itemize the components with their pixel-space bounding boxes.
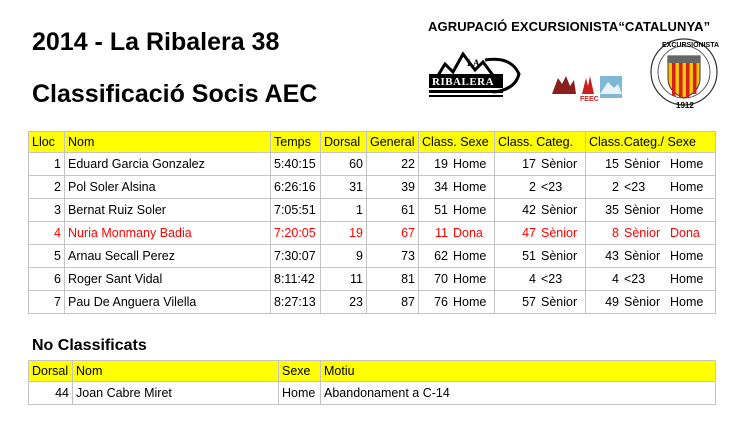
federation-logos bbox=[548, 72, 628, 102]
cell-temps: 7:05:51 bbox=[271, 199, 321, 222]
cell-cs-sexe: Home bbox=[670, 203, 704, 217]
cell-lloc: 6 bbox=[29, 268, 65, 291]
cell-dorsal: 1 bbox=[321, 199, 367, 222]
cell-temps: 5:40:15 bbox=[271, 153, 321, 176]
cell-nom: Roger Sant Vidal bbox=[65, 268, 271, 291]
cell-class-sexe bbox=[419, 245, 495, 268]
cell-lloc: 7 bbox=[29, 291, 65, 314]
cell-cs-sexe: Home bbox=[670, 272, 704, 286]
cell-cs-categ: Sènior bbox=[624, 203, 661, 217]
cell-class-categ-position: 51 bbox=[522, 249, 536, 263]
cell-class-categ-position: 17 bbox=[522, 157, 536, 171]
col-header-dorsal: Dorsal bbox=[29, 361, 73, 382]
table-header-row bbox=[29, 132, 716, 153]
cell-class-categ-label: Sènior bbox=[541, 203, 578, 217]
classification-table bbox=[28, 131, 716, 314]
cell-class-sexe bbox=[419, 268, 495, 291]
cell-class-sexe-position: 70 bbox=[434, 272, 448, 286]
cell-class-categ-label: Sènior bbox=[541, 249, 578, 263]
cell-cs-categ: Sènior bbox=[624, 249, 661, 263]
cell-nom: Pau De Anguera Vilella bbox=[65, 291, 271, 314]
cell-class-categ bbox=[495, 153, 586, 176]
cell-cs-categ: Sènior bbox=[624, 226, 661, 240]
col-header-lloc: Lloc bbox=[29, 132, 65, 153]
cell-cs-position: 2 bbox=[612, 180, 619, 194]
cell-class-categ-label: <23 bbox=[541, 180, 563, 194]
cell-general: 87 bbox=[367, 291, 419, 314]
table-row bbox=[29, 199, 716, 222]
cell-class-categ-sexe bbox=[586, 199, 716, 222]
cell-general: 67 bbox=[367, 222, 419, 245]
cell-class-categ-label: Sènior bbox=[541, 226, 578, 240]
ribalera-logo bbox=[423, 42, 523, 102]
cell-general: 73 bbox=[367, 245, 419, 268]
cell-class-sexe-position: 62 bbox=[434, 249, 448, 263]
cell-class-categ-position: 57 bbox=[522, 295, 536, 309]
col-header-nom: Nom bbox=[65, 132, 271, 153]
cell-dorsal: 19 bbox=[321, 222, 367, 245]
cell-class-categ bbox=[495, 268, 586, 291]
cell-nom: Nuria Monmany Badia bbox=[65, 222, 271, 245]
col-header-motiu: Motiu bbox=[321, 361, 716, 382]
eagle-icon bbox=[552, 76, 576, 94]
cell-cs-categ: <23 bbox=[624, 272, 646, 286]
cell-cs-sexe: Home bbox=[670, 157, 704, 171]
cell-class-sexe-label: Home bbox=[453, 203, 487, 217]
cell-class-sexe-label: Home bbox=[453, 272, 487, 286]
col-header-class-sexe: Class. Sexe bbox=[419, 132, 495, 153]
cell-lloc: 2 bbox=[29, 176, 65, 199]
logo-la-text: LA bbox=[467, 58, 480, 68]
table-row bbox=[29, 382, 716, 405]
aec-ring-text: EXCURSIONISTA bbox=[662, 42, 720, 49]
cell-class-sexe bbox=[419, 291, 495, 314]
cell-temps: 8:11:42 bbox=[271, 268, 321, 291]
cell-temps: 8:27:13 bbox=[271, 291, 321, 314]
cell-class-categ bbox=[495, 199, 586, 222]
cell-cs-position: 43 bbox=[605, 249, 619, 263]
cell-class-categ bbox=[495, 222, 586, 245]
cell-general: 39 bbox=[367, 176, 419, 199]
cell-class-categ bbox=[495, 291, 586, 314]
table-row bbox=[29, 291, 716, 314]
cell-class-sexe-position: 19 bbox=[434, 157, 448, 171]
cell-general: 61 bbox=[367, 199, 419, 222]
cell-cs-sexe: Dona bbox=[670, 226, 700, 240]
cell-lloc: 3 bbox=[29, 199, 65, 222]
cell-cs-position: 49 bbox=[605, 295, 619, 309]
cell-class-sexe bbox=[419, 153, 495, 176]
cell-cs-categ: Sènior bbox=[624, 157, 661, 171]
cell-general: 81 bbox=[367, 268, 419, 291]
cell-lloc: 5 bbox=[29, 245, 65, 268]
cell-lloc: 4 bbox=[29, 222, 65, 245]
feec-icon bbox=[582, 76, 594, 94]
cell-class-sexe-label: Home bbox=[453, 180, 487, 194]
cell-class-categ-sexe bbox=[586, 153, 716, 176]
cell-lloc: 1 bbox=[29, 153, 65, 176]
cell-dorsal: 44 bbox=[29, 382, 73, 405]
cell-nom: Eduard Garcia Gonzalez bbox=[65, 153, 271, 176]
cell-cs-categ: <23 bbox=[624, 180, 646, 194]
no-classificats-table bbox=[28, 360, 716, 405]
cell-class-sexe-position: 76 bbox=[434, 295, 448, 309]
cell-nom: Arnau Secall Perez bbox=[65, 245, 271, 268]
cell-dorsal: 11 bbox=[321, 268, 367, 291]
cell-cs-categ: Sènior bbox=[624, 295, 661, 309]
cell-class-categ bbox=[495, 245, 586, 268]
cell-class-categ-label: Sènior bbox=[541, 157, 578, 171]
cell-class-sexe-label: Home bbox=[453, 249, 487, 263]
cell-temps: 6:26:16 bbox=[271, 176, 321, 199]
col-header-class-categ: Class. Categ. bbox=[495, 132, 586, 153]
col-header-nom: Nom bbox=[73, 361, 279, 382]
cell-class-sexe-label: Home bbox=[453, 157, 487, 171]
aec-year: 1912 bbox=[676, 101, 694, 110]
cell-motiu: Abandonament a C-14 bbox=[321, 382, 716, 405]
table-row bbox=[29, 268, 716, 291]
cell-class-categ-sexe bbox=[586, 176, 716, 199]
col-header-general: General bbox=[367, 132, 419, 153]
cell-class-categ-label: <23 bbox=[541, 272, 563, 286]
cell-class-sexe-label: Home bbox=[453, 295, 487, 309]
cell-class-categ-sexe bbox=[586, 222, 716, 245]
col-header-temps: Temps bbox=[271, 132, 321, 153]
cell-class-categ bbox=[495, 176, 586, 199]
feec-label: FEEC bbox=[580, 96, 599, 102]
cell-dorsal: 23 bbox=[321, 291, 367, 314]
org-name: AGRUPACIÓ EXCURSIONISTA“CATALUNYA” bbox=[428, 19, 711, 34]
cell-class-categ-position: 42 bbox=[522, 203, 536, 217]
col-header-class-categ-sexe: Class.Categ./ Sexe bbox=[586, 132, 716, 153]
cell-cs-sexe: Home bbox=[670, 295, 704, 309]
cell-nom: Pol Soler Alsina bbox=[65, 176, 271, 199]
cell-cs-position: 35 bbox=[605, 203, 619, 217]
cell-dorsal: 60 bbox=[321, 153, 367, 176]
cell-class-sexe bbox=[419, 176, 495, 199]
cell-class-sexe-position: 11 bbox=[435, 226, 448, 240]
cell-class-categ-label: Sènior bbox=[541, 295, 578, 309]
table-row bbox=[29, 245, 716, 268]
cell-class-categ-sexe bbox=[586, 245, 716, 268]
cell-cs-sexe: Home bbox=[670, 180, 704, 194]
page-title: 2014 - La Ribalera 38 bbox=[32, 28, 280, 56]
cell-temps: 7:30:07 bbox=[271, 245, 321, 268]
cell-nom: Joan Cabre Miret bbox=[73, 382, 279, 405]
cell-class-categ-sexe bbox=[586, 291, 716, 314]
cell-class-sexe bbox=[419, 222, 495, 245]
cell-dorsal: 9 bbox=[321, 245, 367, 268]
table-row bbox=[29, 222, 716, 245]
cell-class-categ-position: 2 bbox=[529, 180, 536, 194]
cell-cs-position: 15 bbox=[605, 157, 619, 171]
no-classificats-title: No Classificats bbox=[32, 337, 147, 354]
page-subtitle: Classificació Socis AEC bbox=[32, 80, 318, 108]
cell-class-sexe-label: Dona bbox=[453, 226, 483, 240]
col-header-sexe: Sexe bbox=[279, 361, 321, 382]
cell-cs-position: 4 bbox=[612, 272, 619, 286]
cell-class-categ-position: 47 bbox=[522, 226, 536, 240]
cell-class-categ-position: 4 bbox=[529, 272, 536, 286]
cell-cs-sexe: Home bbox=[670, 249, 704, 263]
logo-ribalera-text: RIBALERA bbox=[432, 76, 495, 88]
cell-class-sexe-position: 51 bbox=[434, 203, 448, 217]
cell-temps: 7:20:05 bbox=[271, 222, 321, 245]
cell-class-sexe bbox=[419, 199, 495, 222]
table-row bbox=[29, 153, 716, 176]
cell-class-categ-sexe bbox=[586, 268, 716, 291]
cell-general: 22 bbox=[367, 153, 419, 176]
table-header-row bbox=[29, 361, 716, 382]
cell-sexe: Home bbox=[279, 382, 321, 405]
cell-dorsal: 31 bbox=[321, 176, 367, 199]
cell-nom: Bernat Ruiz Soler bbox=[65, 199, 271, 222]
table-row bbox=[29, 176, 716, 199]
cell-cs-position: 8 bbox=[612, 226, 619, 240]
col-header-dorsal: Dorsal bbox=[321, 132, 367, 153]
cell-class-sexe-position: 34 bbox=[434, 180, 448, 194]
